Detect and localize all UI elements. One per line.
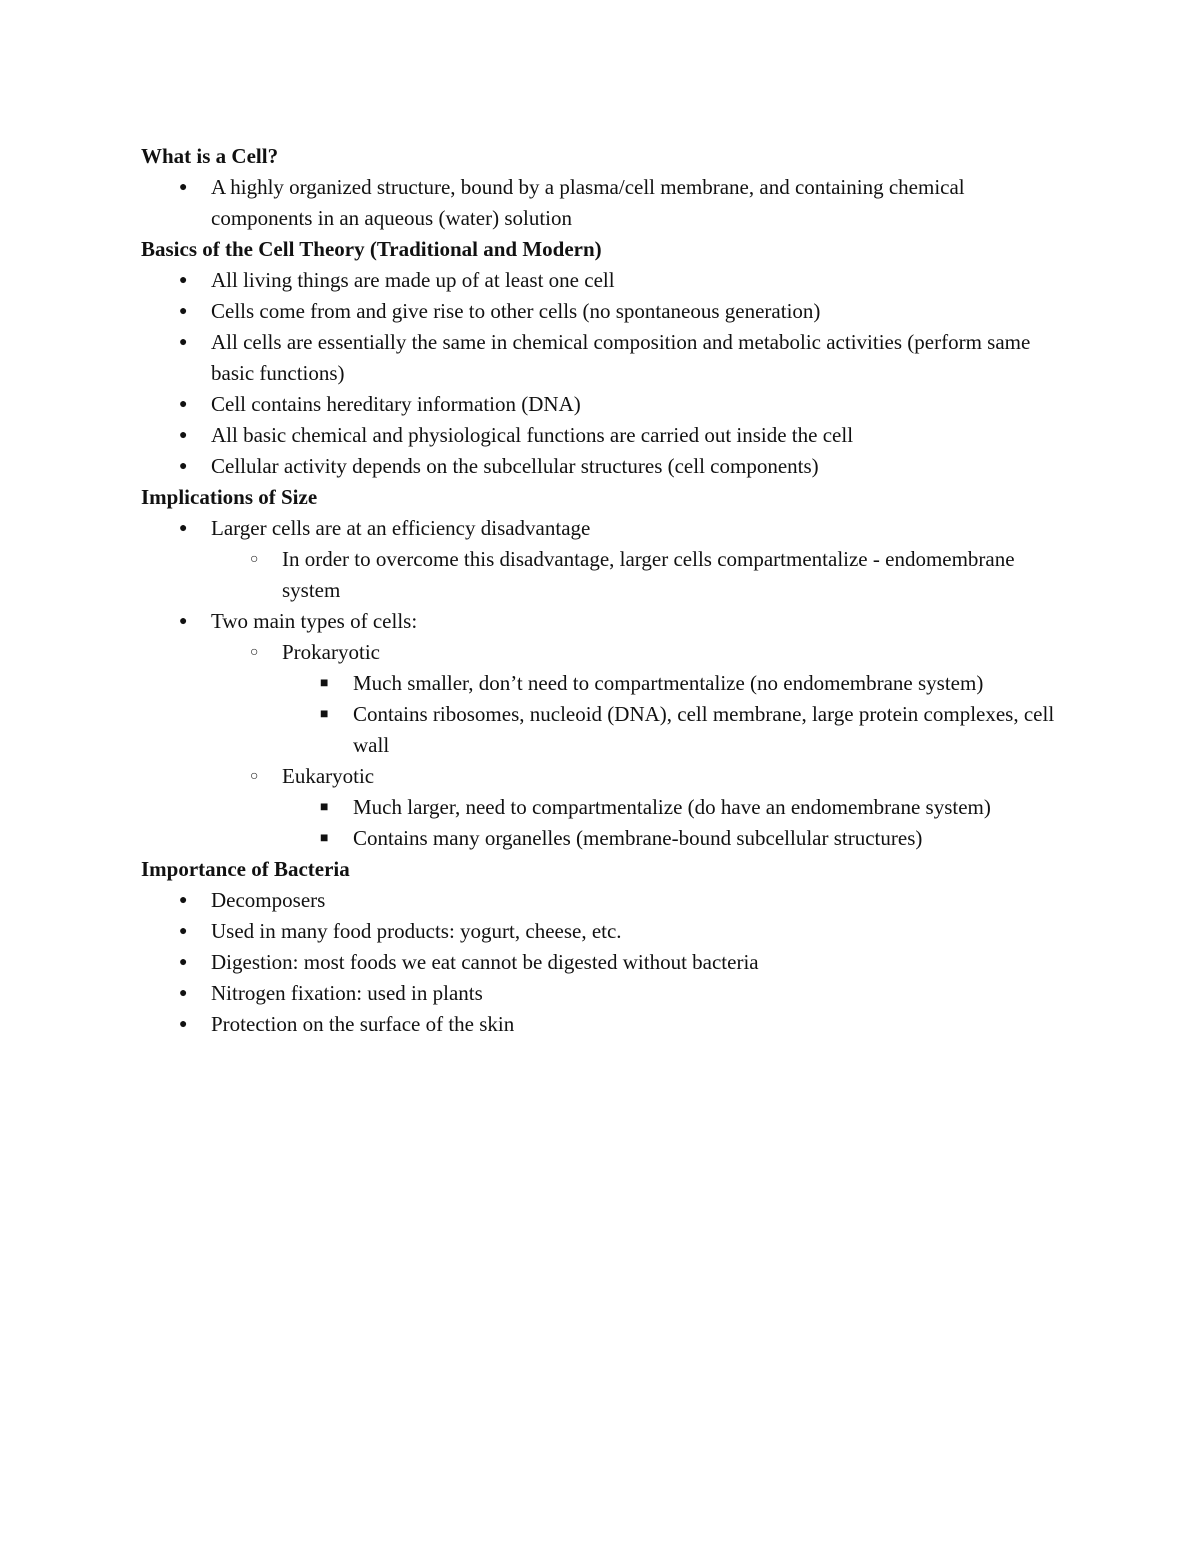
- section-heading: Implications of Size: [141, 485, 318, 509]
- filled-circle-bullet-icon: ●: [179, 180, 188, 195]
- list-item: ● Used in many food products: yogurt, cheese, etc.: [141, 916, 1071, 947]
- hollow-circle-bullet-icon: ○: [250, 769, 259, 784]
- section-cell-theory: [141, 234, 1071, 482]
- filled-circle-bullet-icon: ●: [179, 893, 188, 908]
- filled-circle-bullet-icon: ●: [179, 428, 188, 443]
- bullet-list: [141, 172, 1071, 234]
- section-heading: Importance of Bacteria: [141, 857, 350, 881]
- bullet-list: [141, 265, 1071, 482]
- list-item: ● All living things are made up of at least one cell: [141, 265, 1071, 296]
- list-item: ● All cells are essentially the same in chemical composition and metabolic activities (perform same basic functions): [141, 327, 1071, 389]
- section-importance-of-bacteria: [141, 854, 1071, 1040]
- filled-circle-bullet-icon: ●: [179, 521, 188, 536]
- list-item: ■ Contains ribosomes, nucleoid (DNA), cell membrane, large protein complexes, cell wall: [141, 699, 1071, 761]
- filled-circle-bullet-icon: ●: [179, 614, 188, 629]
- list-item: ● Cell contains hereditary information (DNA): [141, 389, 1071, 420]
- list-item: ● Two main types of cells:: [141, 606, 1071, 637]
- hollow-circle-bullet-icon: ○: [250, 645, 259, 660]
- section-heading: Basics of the Cell Theory (Traditional and Modern): [141, 237, 602, 261]
- list-item: ■ Contains many organelles (membrane-bound subcellular structures): [141, 823, 1071, 854]
- filled-circle-bullet-icon: ●: [179, 955, 188, 970]
- hollow-circle-bullet-icon: ○: [250, 552, 259, 567]
- filled-circle-bullet-icon: ●: [179, 1017, 188, 1032]
- document-body: [141, 141, 1071, 1040]
- filled-circle-bullet-icon: ●: [179, 924, 188, 939]
- list-item: ● Nitrogen fixation: used in plants: [141, 978, 1071, 1009]
- square-bullet-icon: ■: [320, 800, 329, 815]
- section-heading: What is a Cell?: [141, 144, 279, 168]
- filled-circle-bullet-icon: ●: [179, 986, 188, 1001]
- list-item: ○ Prokaryotic: [141, 637, 1071, 668]
- list-item: ■ Much smaller, don’t need to compartmentalize (no endomembrane system): [141, 668, 1071, 699]
- list-item: ● Cells come from and give rise to other cells (no spontaneous generation): [141, 296, 1071, 327]
- section-what-is-a-cell: [141, 141, 1071, 234]
- list-item: ● Protection on the surface of the skin: [141, 1009, 1071, 1040]
- list-item: ● Decomposers: [141, 885, 1071, 916]
- square-bullet-icon: ■: [320, 707, 329, 722]
- bullet-list: [141, 513, 1071, 854]
- section-implications-of-size: [141, 482, 1071, 854]
- square-bullet-icon: ■: [320, 676, 329, 691]
- list-item: ○ Eukaryotic: [141, 761, 1071, 792]
- list-item: ● All basic chemical and physiological functions are carried out inside the cell: [141, 420, 1071, 451]
- list-item: ● Larger cells are at an efficiency disadvantage: [141, 513, 1071, 544]
- list-item: ● A highly organized structure, bound by a plasma/cell membrane, and containing chemical components in an aqueous (water) solution: [141, 172, 1071, 234]
- filled-circle-bullet-icon: ●: [179, 459, 188, 474]
- filled-circle-bullet-icon: ●: [179, 273, 188, 288]
- list-item: ● Cellular activity depends on the subcellular structures (cell components): [141, 451, 1071, 482]
- filled-circle-bullet-icon: ●: [179, 397, 188, 412]
- bullet-list: [141, 885, 1071, 1040]
- square-bullet-icon: ■: [320, 831, 329, 846]
- filled-circle-bullet-icon: ●: [179, 304, 188, 319]
- list-item: ● Digestion: most foods we eat cannot be digested without bacteria: [141, 947, 1071, 978]
- list-item: ○ In order to overcome this disadvantage, larger cells compartmentalize - endomembrane system: [141, 544, 1071, 606]
- list-item: ■ Much larger, need to compartmentalize (do have an endomembrane system): [141, 792, 1071, 823]
- filled-circle-bullet-icon: ●: [179, 335, 188, 350]
